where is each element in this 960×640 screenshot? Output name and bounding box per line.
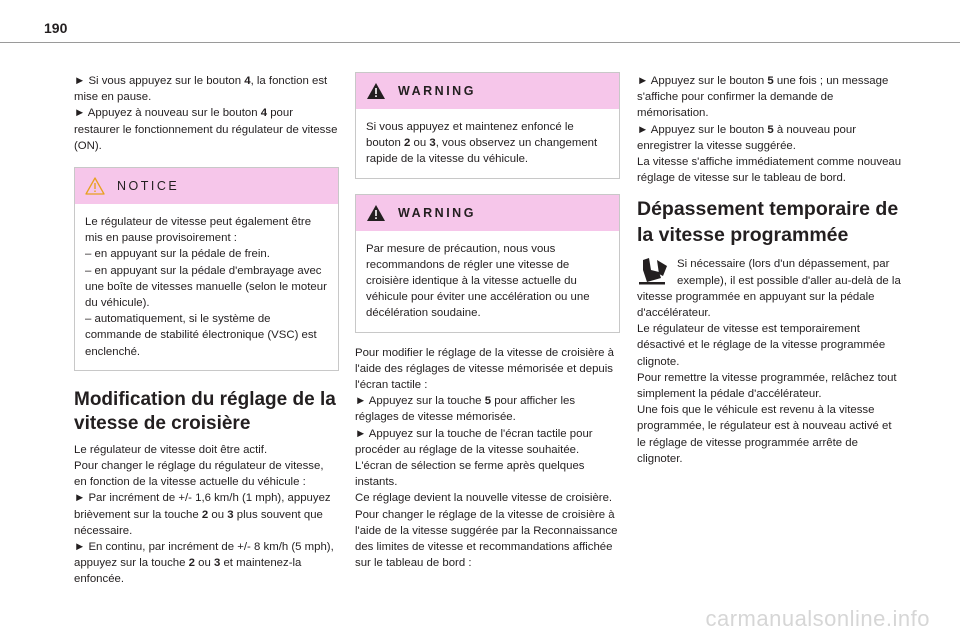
column-right [637, 73, 902, 467]
warning-title-2: WARNING [398, 205, 476, 220]
paragraph-suggested: Pour changer le réglage de la vitesse de croisière à l'aide de la vitesse suggérée par la Reconnaissance des limites de vitesse et recommandations affichée sur le tableau de bord : [355, 508, 618, 570]
accelerator-pedal-icon [637, 256, 671, 286]
paragraph-press-again: ► Appuyez sur le bouton 5 à nouveau pour enregistrer la vitesse suggérée. [637, 123, 857, 152]
paragraph-reactivated: Une fois que le véhicule est revenu à la vitesse programmée, le régulateur est à nouveau activé et le réglage de vitesse programmée arrête de clignoter. [637, 404, 892, 465]
notice-line: – automatiquement, si le système de commande de stabilité électronique (VSC) est enclenché. [85, 313, 317, 358]
paragraph-touchscreen: ► Appuyez sur la touche de l'écran tactile pour procéder au réglage de la vitesse souhaitée. [355, 427, 593, 456]
column-middle [355, 72, 620, 571]
paragraph-memorised: Pour modifier le réglage de la vitesse de croisière à l'aide des réglages de vitesse mémorisée et depuis l'écran tactile : [355, 346, 614, 392]
watermark: carmanualsonline.info [705, 606, 930, 631]
warning-text-1: Si vous appuyez et maintenez enfoncé le bouton 2 ou 3, vous observez un changement rapide de la vitesse du véhicule. [366, 121, 598, 166]
notice-line: – en appuyant sur la pédale de frein. [85, 248, 270, 261]
paragraph-pause: ► Si vous appuyez sur le bouton 4, la fonction est mise en pause. [74, 75, 328, 104]
column-left [74, 73, 339, 588]
notice-header [75, 168, 338, 204]
top-divider [0, 42, 960, 43]
section-heading-modification: Modification du réglage de la vitesse de croisière [74, 388, 336, 434]
warning-triangle-icon [366, 82, 386, 100]
warning-body-2 [356, 231, 619, 332]
paragraph-active: Le régulateur de vitesse doit être actif. [74, 443, 268, 456]
warning-title-1: WARNING [398, 84, 476, 98]
paragraph-increment-short: ► Par incrément de +/- 1,6 km/h (1 mph), appuyez brièvement sur la touche 2 ou 3 plus souvent que nécessaire. [74, 492, 331, 537]
paragraph-screen-closes: L'écran de sélection se ferme après quelques instants. [355, 460, 585, 489]
warning-header-1 [356, 73, 619, 109]
warning-body-1 [356, 109, 619, 178]
warning-box-2 [355, 194, 620, 333]
notice-body [75, 204, 338, 370]
notice-title: NOTICE [117, 179, 180, 194]
notice-box [74, 167, 339, 371]
warning-text-2: Par mesure de précaution, nous vous recommandons de régler une vitesse de croisière identique à la vitesse actuelle du véhicule pour éviter une accélération ou une décélération soudaine. [366, 242, 590, 320]
warning-triangle-icon [85, 177, 105, 195]
paragraph-new-speed: Ce réglage devient la nouvelle vitesse de croisière. [355, 492, 613, 505]
paragraph-press-5: ► Appuyez sur la touche 5 pour afficher les réglages de vitesse mémorisée. [355, 395, 576, 424]
warning-box-1 [355, 72, 620, 179]
paragraph-press-once: ► Appuyez sur le bouton 5 une fois ; un message s'affiche pour confirmer la demande de mémorisation. [637, 75, 889, 120]
paragraph-restore: ► Appuyez à nouveau sur le bouton 4 pour restaurer le fonctionnement du régulateur de vitesse (ON). [74, 107, 338, 152]
paragraph-deactivated: Le régulateur de vitesse est temporairement désactivé et le réglage de la vitesse programmée clignote. [637, 323, 886, 368]
paragraph-displayed: La vitesse s'affiche immédiatement comme nouveau réglage de vitesse sur le tableau de bord. [637, 156, 902, 185]
section-heading-overtaking: Dépassement temporaire de la vitesse programmée [637, 198, 899, 247]
paragraph-release: Pour remettre la vitesse programmée, relâchez tout simplement la pédale d'accélérateur. [637, 371, 897, 401]
notice-line: Le régulateur de vitesse peut également être mis en pause provisoirement : [85, 216, 312, 245]
paragraph-increment-long: ► En continu, par incrément de +/- 8 km/h (5 mph), appuyez sur la touche 2 ou 3 et maintenez-la enfoncée. [74, 541, 334, 586]
warning-header-2 [356, 195, 619, 231]
page-number: 190 [44, 20, 68, 36]
warning-triangle-icon [366, 204, 386, 222]
paragraph-exceed: Si nécessaire (lors d'un dépassement, par exemple), il est possible d'aller au-delà de la vitesse programmée en appuyant sur la pédale d'accélérateur. [637, 258, 901, 320]
paragraph-change: Pour changer le réglage du régulateur de vitesse, en fonction de la vitesse actuelle du véhicule : [74, 460, 324, 489]
notice-line: – en appuyant sur la pédale d'embrayage avec une boîte de vitesses manuelle (selon le moteur du véhicule). [85, 264, 327, 310]
